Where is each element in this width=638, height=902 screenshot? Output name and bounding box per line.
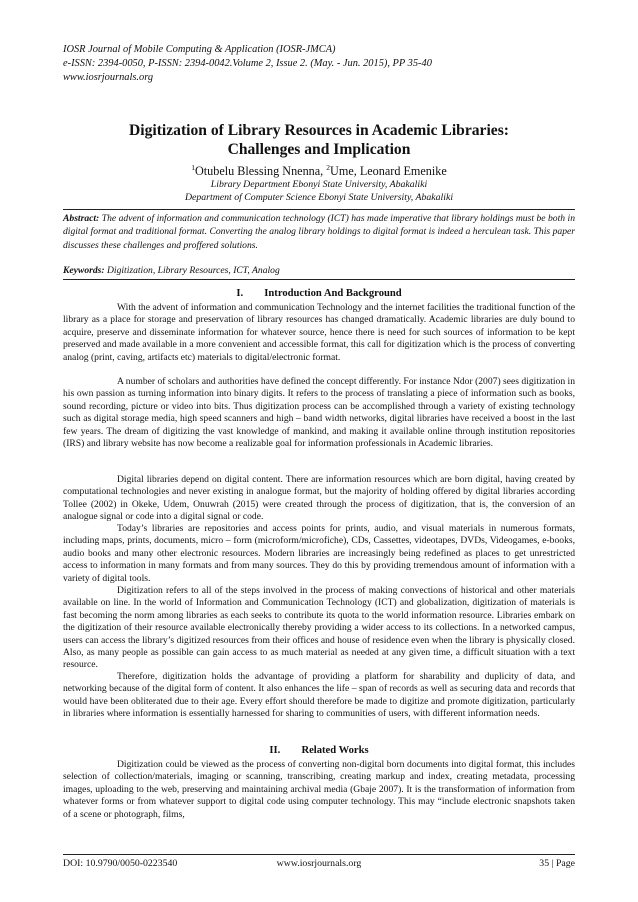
abstract (63, 212, 575, 252)
author1-superscript: 1 (191, 163, 195, 172)
section-heading-related-works: II. Related Works (269, 745, 369, 756)
intro-paragraph-4: Today’s libraries are repositories and access points for prints, audio, and visual materials in numerous formats, including maps, prints, documents, micro – form (microform/microfiche), CDs, Cassettes, videotapes, DVDs, Videogames, e-books, audio books and many other electronic resources. Modern libraries are increasingly being redefined as places to get unrestricted access to information in many formats and from many sources. They do this by providing tremendous amount of information with a variety of digital tools. (63, 523, 575, 584)
author-1: Otubelu Blessing Nnenna, (194, 164, 327, 178)
keywords-label: Keywords: (63, 265, 105, 276)
intro-paragraph-3: Digital libraries depend on digital content. There are information resources which are born digital, having created by computational technologies and never existing in analogue format, but the majority of holding offered by digital libraries according Tollee (2002) in Okeke, Udem, Onuwrah (2015) were created through the process of digitization, that is, the conversion of an analogue signal or code into a digital signal or code. (63, 474, 575, 523)
journal-issn: e-ISSN: 2394-0050, P-ISSN: 2394-0042.Volume 2, Issue 2. (May. - Jun. 2015), PP 35-40 (63, 58, 432, 70)
intro-paragraph-6: Therefore, digitization holds the advantage of providing a platform for sharability and duplicity of data, and networking because of the digital form of content. It also enhances the life – span of records as well as securing data and records that would have been obliterated due to their age. Every effort should therefore be made to digitize and promote digitization, particularly in libraries where information is essentially harnessed for sharing to communities of users, with different information needs. (63, 671, 575, 720)
journal-name: IOSR Journal of Mobile Computing & Application (IOSR-JMCA) (63, 44, 336, 55)
author-list (40, 160, 598, 179)
intro-paragraph-1: With the advent of information and communication Technology and the internet facilities the traditional function of the library as a place for storage and preservation of library resources has changed dramatically. Academic libraries are duly bound to acquire, preserve and disseminate information for whatever source, hence there is need for such sources of information to be kept preserved and made available in a more convenient and accessible format, this call for digitization which is the process of converting analog (print, caving, artifacts etc) materials to digital/electronic format. (63, 302, 575, 363)
journal-website: www.iosrjournals.org (63, 72, 154, 84)
abstract-bottom-rule (63, 279, 575, 280)
paper-title (40, 121, 598, 159)
title-line-2: Challenges and Implication (227, 141, 411, 158)
footer-page-number: 35 | Page (539, 858, 575, 869)
affiliation-2: Department of Computer Science Ebonyi State University, Abakaliki (184, 192, 454, 203)
footer-website: www.iosrjournals.org (276, 858, 362, 869)
section-heading-introduction: I. Introduction And Background (236, 288, 402, 299)
affiliation-1: Library Department Ebonyi State University, Abakaliki (210, 179, 428, 190)
abstract-text: The advent of information and communication technology (ICT) has made imperative that library holdings must be both in digital format and traditional format. Converting the analog library holdings to digital format is indeed a herculean task. This paper discusses these challenges and proffered solutions. (63, 213, 575, 251)
author-2: Ume, Leonard Emenike (330, 164, 447, 178)
footer-doi: DOI: 10.9790/0050-0223540 (63, 858, 178, 869)
author2-superscript: 2 (326, 163, 331, 172)
abstract-label: Abstract: (63, 213, 100, 224)
journal-header (63, 43, 583, 86)
footer-rule (63, 854, 575, 855)
abstract-top-rule (63, 209, 575, 210)
title-line-1: Digitization of Library Resources in Academic Libraries: (129, 122, 509, 139)
intro-paragraph-2: A number of scholars and authorities have defined the concept differently. For instance Ndor (2007) sees digitization in his own passion as turning information into binary digits. It refers to the process of translating a piece of information such as books, sound recording, picture or video into bits. Thus digitization process can be accomplished through a variety of existing technology such as digital storage media, high speed scanners and high – band width networks, digital libraries have received a boost in the last few years. The dream of digitizing the vast knowledge of mankind, and making it available online through institution repositories (IRS) and library website has now become a realizable goal for information professionals in Academic libraries. (63, 376, 575, 450)
related-paragraph-1: Digitization could be viewed as the process of converting non-digital born documents into digital format, this includes selection of collection/materials, imaging or scanning, transcribing, creating markup and index, creating metadata, processing images, uploading to the web, preserving and maintaining archival media (Gbaje 2007). It is the transformation of information from whatever forms or from whatever support to digital code using computer technology. This may “include electronic snapshots taken of a scene or photograph, films, (63, 759, 575, 820)
keywords-text: Digitization, Library Resources, ICT, Analog (104, 265, 280, 276)
intro-paragraph-5: Digitization refers to all of the steps involved in the process of making convections of historical and other materials available on line. In the world of Information and Communication Technology (ICT) and globalization, digitization of materials is fast becoming the norm among libraries as each seeks to contribute its quota to the world information resource. Libraries embark on the digitization of their resource available electronically thereby providing a wider access to its collections. In a networked campus, users can access the library’s digitized resources from their offices and house of residence even when the library is physically closed. Also, as many people as possible can gain access to as much material as needed at any given time, a difficult situation with a text resource. (63, 585, 575, 671)
keywords (63, 264, 575, 277)
